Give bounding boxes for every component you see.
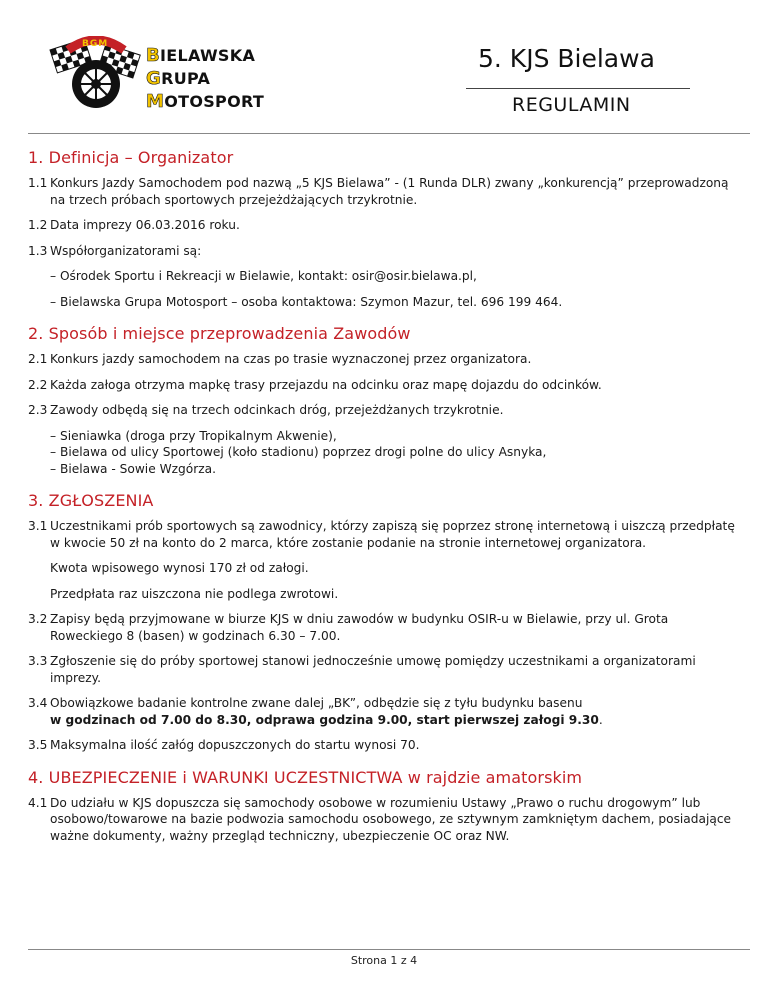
clause-text: Konkurs Jazdy Samochodem pod nazwą „5 KJS Bielawa” - (1 Runda DLR) zwany „konkurencją” przeprowadzoną na trzech próbach sportowych przejeżdżających trzykrotnie.	[50, 176, 729, 207]
clause-number: 1.2	[28, 218, 48, 232]
clause-number: 3.1	[28, 519, 48, 533]
section-1	[28, 148, 738, 310]
clause-2-3	[28, 402, 738, 477]
brand-line-2: GRUPA	[146, 68, 211, 89]
clause-number: 2.2	[28, 377, 48, 392]
section-2	[28, 324, 738, 477]
clause-number: 1.1	[28, 176, 48, 190]
schedule-highlight: w godzinach od 7.00 do 8.30, odprawa godzina 9.00, start pierwszej załogi 9.30	[50, 712, 599, 727]
stage-item: – Bielawa od ulicy Sportowej (koło stadionu) poprzez drogi polne do ulicy Asnyka,	[50, 445, 547, 459]
clause-number: 3.3	[28, 654, 48, 668]
page-number: Strona 1 z 4	[350, 954, 418, 967]
clause-2-1	[28, 351, 738, 368]
clause-number: 4.1	[28, 795, 48, 810]
stage-item: – Bielawa - Sowie Wzgórza.	[50, 461, 216, 476]
section-3	[28, 491, 738, 754]
co-organizer-osir: – Ośrodek Sportu i Rekreacji w Bielawie, kontakt: osir@osir.bielawa.pl,	[50, 269, 477, 283]
clause-text: Współorganizatorami są:	[50, 243, 202, 258]
clause-text: Każda załoga otrzyma mapkę trasy przejazdu na odcinku oraz mapę dojazdu do odcinków.	[50, 377, 602, 392]
clause-2-2	[28, 377, 738, 394]
clause-text: Uczestnikami prób sportowych są zawodnicy, którzy zapiszą się poprzez stronę internetową i uiszczą przedpłatę w kwocie 50 zł na konto do 2 marca, które zostanie podanie na stronie internetowej organizatora.	[50, 519, 735, 550]
logo-badge-text: BGM	[82, 39, 109, 49]
header-divider	[28, 133, 750, 134]
document-title: 5. KJS Bielawa	[478, 44, 655, 73]
clause-3-2	[28, 611, 738, 644]
co-organizer-bgm: – Bielawska Grupa Motosport – osoba kontaktowa: Szymon Mazur, tel. 696 199 464.	[50, 294, 563, 309]
clause-4-1	[28, 795, 738, 845]
document-body	[28, 148, 738, 853]
entry-fee: Kwota wpisowego wynosi 170 zł od załogi.	[50, 561, 309, 575]
brand-line-1: BIELAWSKA	[146, 45, 256, 66]
section-title: 3. ZGŁOSZENIA	[28, 491, 154, 510]
clause-number: 3.4	[28, 696, 48, 710]
clause-1-1	[28, 175, 738, 208]
clause-number: 2.1	[28, 352, 48, 366]
clause-3-3	[28, 653, 738, 686]
clause-number: 3.2	[28, 612, 48, 626]
clause-3-1	[28, 518, 738, 602]
clause-text: Konkurs jazdy samochodem na czas po trasie wyznaczonej przez organizatora.	[50, 352, 532, 366]
clause-text: Do udziału w KJS dopuszcza się samochody osobowe w rozumieniu Ustawy „Prawo o ruchu drogowym” lub osobowo/towarowe na bazie podwozia samochodu osobowego, ze sztywnym zamkniętym dachem, posiadające ważne dokumenty, ważny przegląd techniczny, ubezpieczenie OC oraz NW.	[50, 795, 732, 843]
clause-1-2	[28, 217, 738, 234]
section-title: 2. Sposób i miejsce przeprowadzenia Zawodów	[28, 324, 411, 343]
clause-number: 1.3	[28, 243, 48, 258]
clause-text: Zgłoszenie się do próby sportowej stanowi jednocześnie umowę pomiędzy uczestnikami a organizatorami imprezy.	[50, 654, 696, 685]
clause-number: 2.3	[28, 403, 48, 417]
stage-item: – Sieniawka (droga przy Tropikalnym Akwenie),	[50, 428, 337, 443]
section-4	[28, 768, 738, 845]
document-subtitle: REGULAMIN	[512, 94, 631, 116]
clause-text: Maksymalna ilość załóg dopuszczonych do startu wynosi 70.	[50, 738, 420, 752]
brand-name	[146, 44, 264, 113]
stage-list	[50, 428, 738, 478]
title-divider	[466, 88, 690, 89]
clause-text: Zawody odbędą się na trzech odcinkach dróg, przejeżdżanych trzykrotnie.	[50, 403, 504, 417]
refund-note: Przedpłata raz uiszczona nie podlega zwrotowi.	[50, 586, 339, 601]
clause-text: Zapisy będą przyjmowane w biurze KJS w dniu zawodów w budynku OSIR-u w Bielawie, przy ul. Grota Roweckiego 8 (basen) w godzinach 6.30 – 7.00.	[50, 612, 669, 643]
clause-3-4	[28, 695, 738, 728]
section-title: 4. UBEZPIECZENIE i WARUNKI UCZESTNICTWA w rajdzie amatorskim	[28, 767, 583, 787]
footer-divider	[28, 949, 750, 950]
clause-3-5	[28, 737, 738, 754]
clause-number: 3.5	[28, 738, 48, 752]
section-title: 1. Definicja – Organizator	[28, 148, 234, 167]
clause-text: Obowiązkowe badanie kontrolne zwane dalej „BK”, odbędzie się z tyłu budynku basenu w godzinach od 7.00 do 8.30, odprawa godzina 9.00, start pierwszej załogi 9.30.	[50, 696, 603, 727]
clause-1-3	[28, 243, 738, 311]
clause-text: Data imprezy 06.03.2016 roku.	[50, 218, 240, 232]
brand-line-3: MOTOSPORT	[146, 91, 265, 112]
